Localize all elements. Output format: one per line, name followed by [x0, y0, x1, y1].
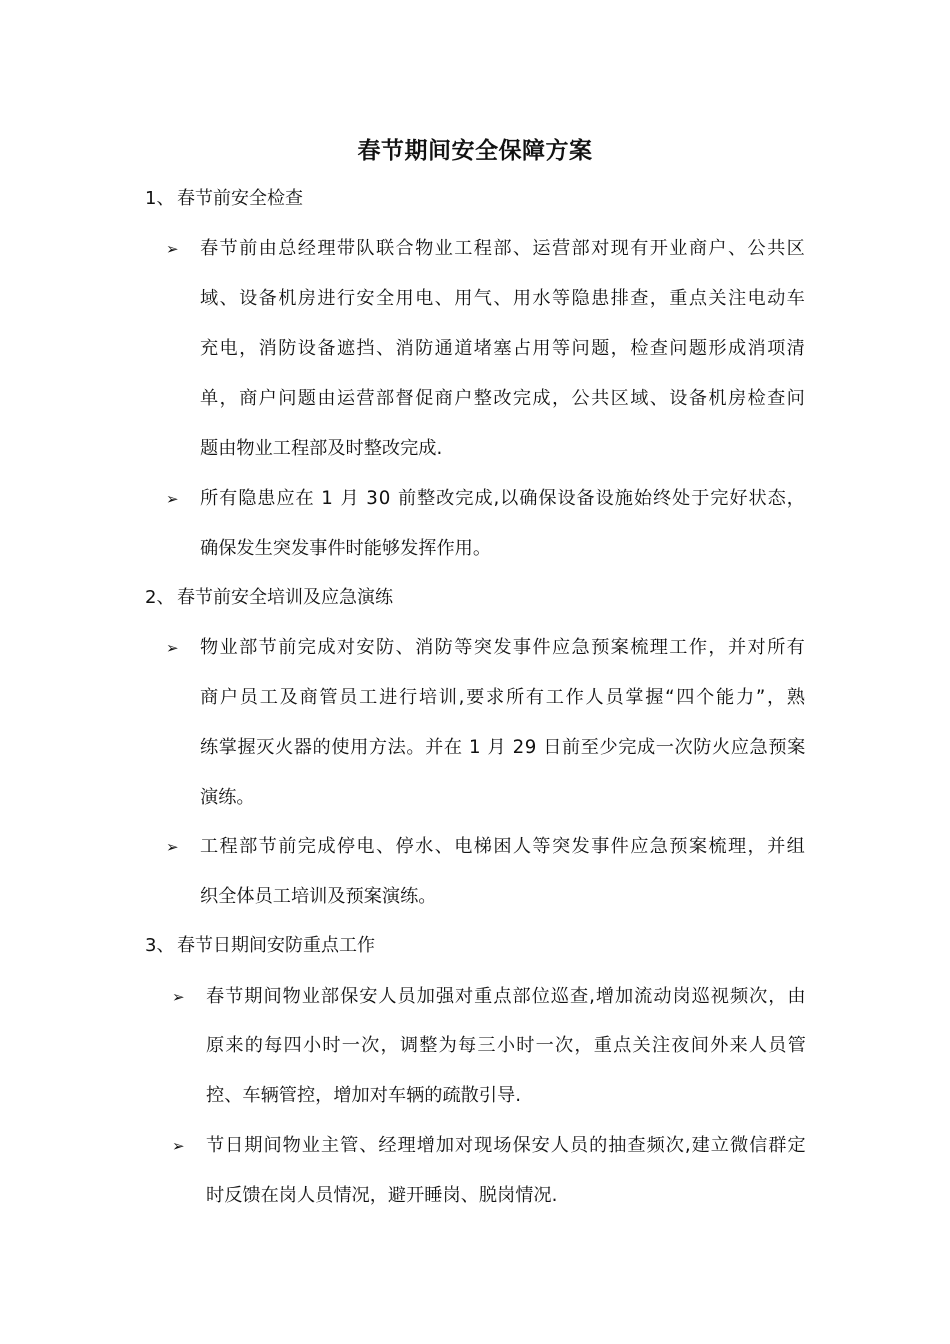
section-heading [145, 583, 393, 613]
paragraph-line: 确保发生突发事件时能够发挥作用。 [200, 538, 492, 559]
arrow-bullet-icon: ➢ [166, 838, 179, 856]
paragraph-line: 题由物业工程部及时整改完成. [200, 438, 443, 459]
paragraph-line: 演练。 [200, 787, 255, 808]
section-number: 3、 [145, 935, 175, 956]
paragraph-line: 控、车辆管控，增加对车辆的疏散引导. [206, 1085, 521, 1106]
document-title: 春节期间安全保障方案 [357, 138, 593, 164]
arrow-bullet-icon: ➢ [172, 1137, 185, 1155]
section-title: 春节前安全培训及应急演练 [177, 587, 393, 608]
section-heading [145, 184, 303, 214]
paragraph-line: 节日期间物业主管、经理增加对现场保安人员的抽查频次,建立微信群定 [206, 1135, 807, 1156]
paragraph-line: 时反馈在岗人员情况，避开睡岗、脱岗情况. [206, 1185, 558, 1206]
section-title: 春节前安全检查 [177, 188, 303, 209]
paragraph-line: 物业部节前完成对安防、消防等突发事件应急预案梳理工作，并对所有 [200, 637, 807, 658]
paragraph-line: 单，商户问题由运营部督促商户整改完成，公共区域、设备机房检查问 [200, 388, 807, 409]
arrow-bullet-icon: ➢ [166, 639, 179, 657]
section-title: 春节日期间安防重点工作 [177, 935, 375, 956]
paragraph-line: 工程部节前完成停电、停水、电梯困人等突发事件应急预案梳理，并组 [200, 836, 807, 857]
section-number: 1、 [145, 188, 175, 209]
paragraph-line: 原来的每四小时一次，调整为每三小时一次，重点关注夜间外来人员管 [206, 1035, 808, 1056]
paragraph-line: 充电，消防设备遮挡、消防通道堵塞占用等问题，检查问题形成消项清 [200, 338, 807, 359]
arrow-bullet-icon: ➢ [166, 490, 179, 508]
paragraph-line: 所有隐患应在 1 月 30 前整改完成,以确保设备设施始终处于完好状态， [200, 488, 806, 509]
paragraph-line: 练掌握灭火器的使用方法。并在 1 月 29 日前至少完成一次防火应急预案 [200, 737, 806, 758]
section-heading [145, 931, 375, 961]
arrow-bullet-icon: ➢ [172, 988, 185, 1006]
section-number: 2、 [145, 587, 175, 608]
arrow-bullet-icon: ➢ [166, 240, 179, 258]
paragraph-line: 春节前由总经理带队联合物业工程部、运营部对现有开业商户、公共区 [200, 238, 807, 259]
paragraph-line: 春节期间物业部保安人员加强对重点部位巡查,增加流动岗巡视频次，由 [206, 986, 807, 1007]
paragraph-line: 商户员工及商管员工进行培训,要求所有工作人员掌握“四个能力”，熟 [200, 687, 807, 708]
paragraph-line: 织全体员工培训及预案演练。 [200, 886, 437, 907]
paragraph-line: 域、设备机房进行安全用电、用气、用水等隐患排查，重点关注电动车 [200, 288, 807, 309]
